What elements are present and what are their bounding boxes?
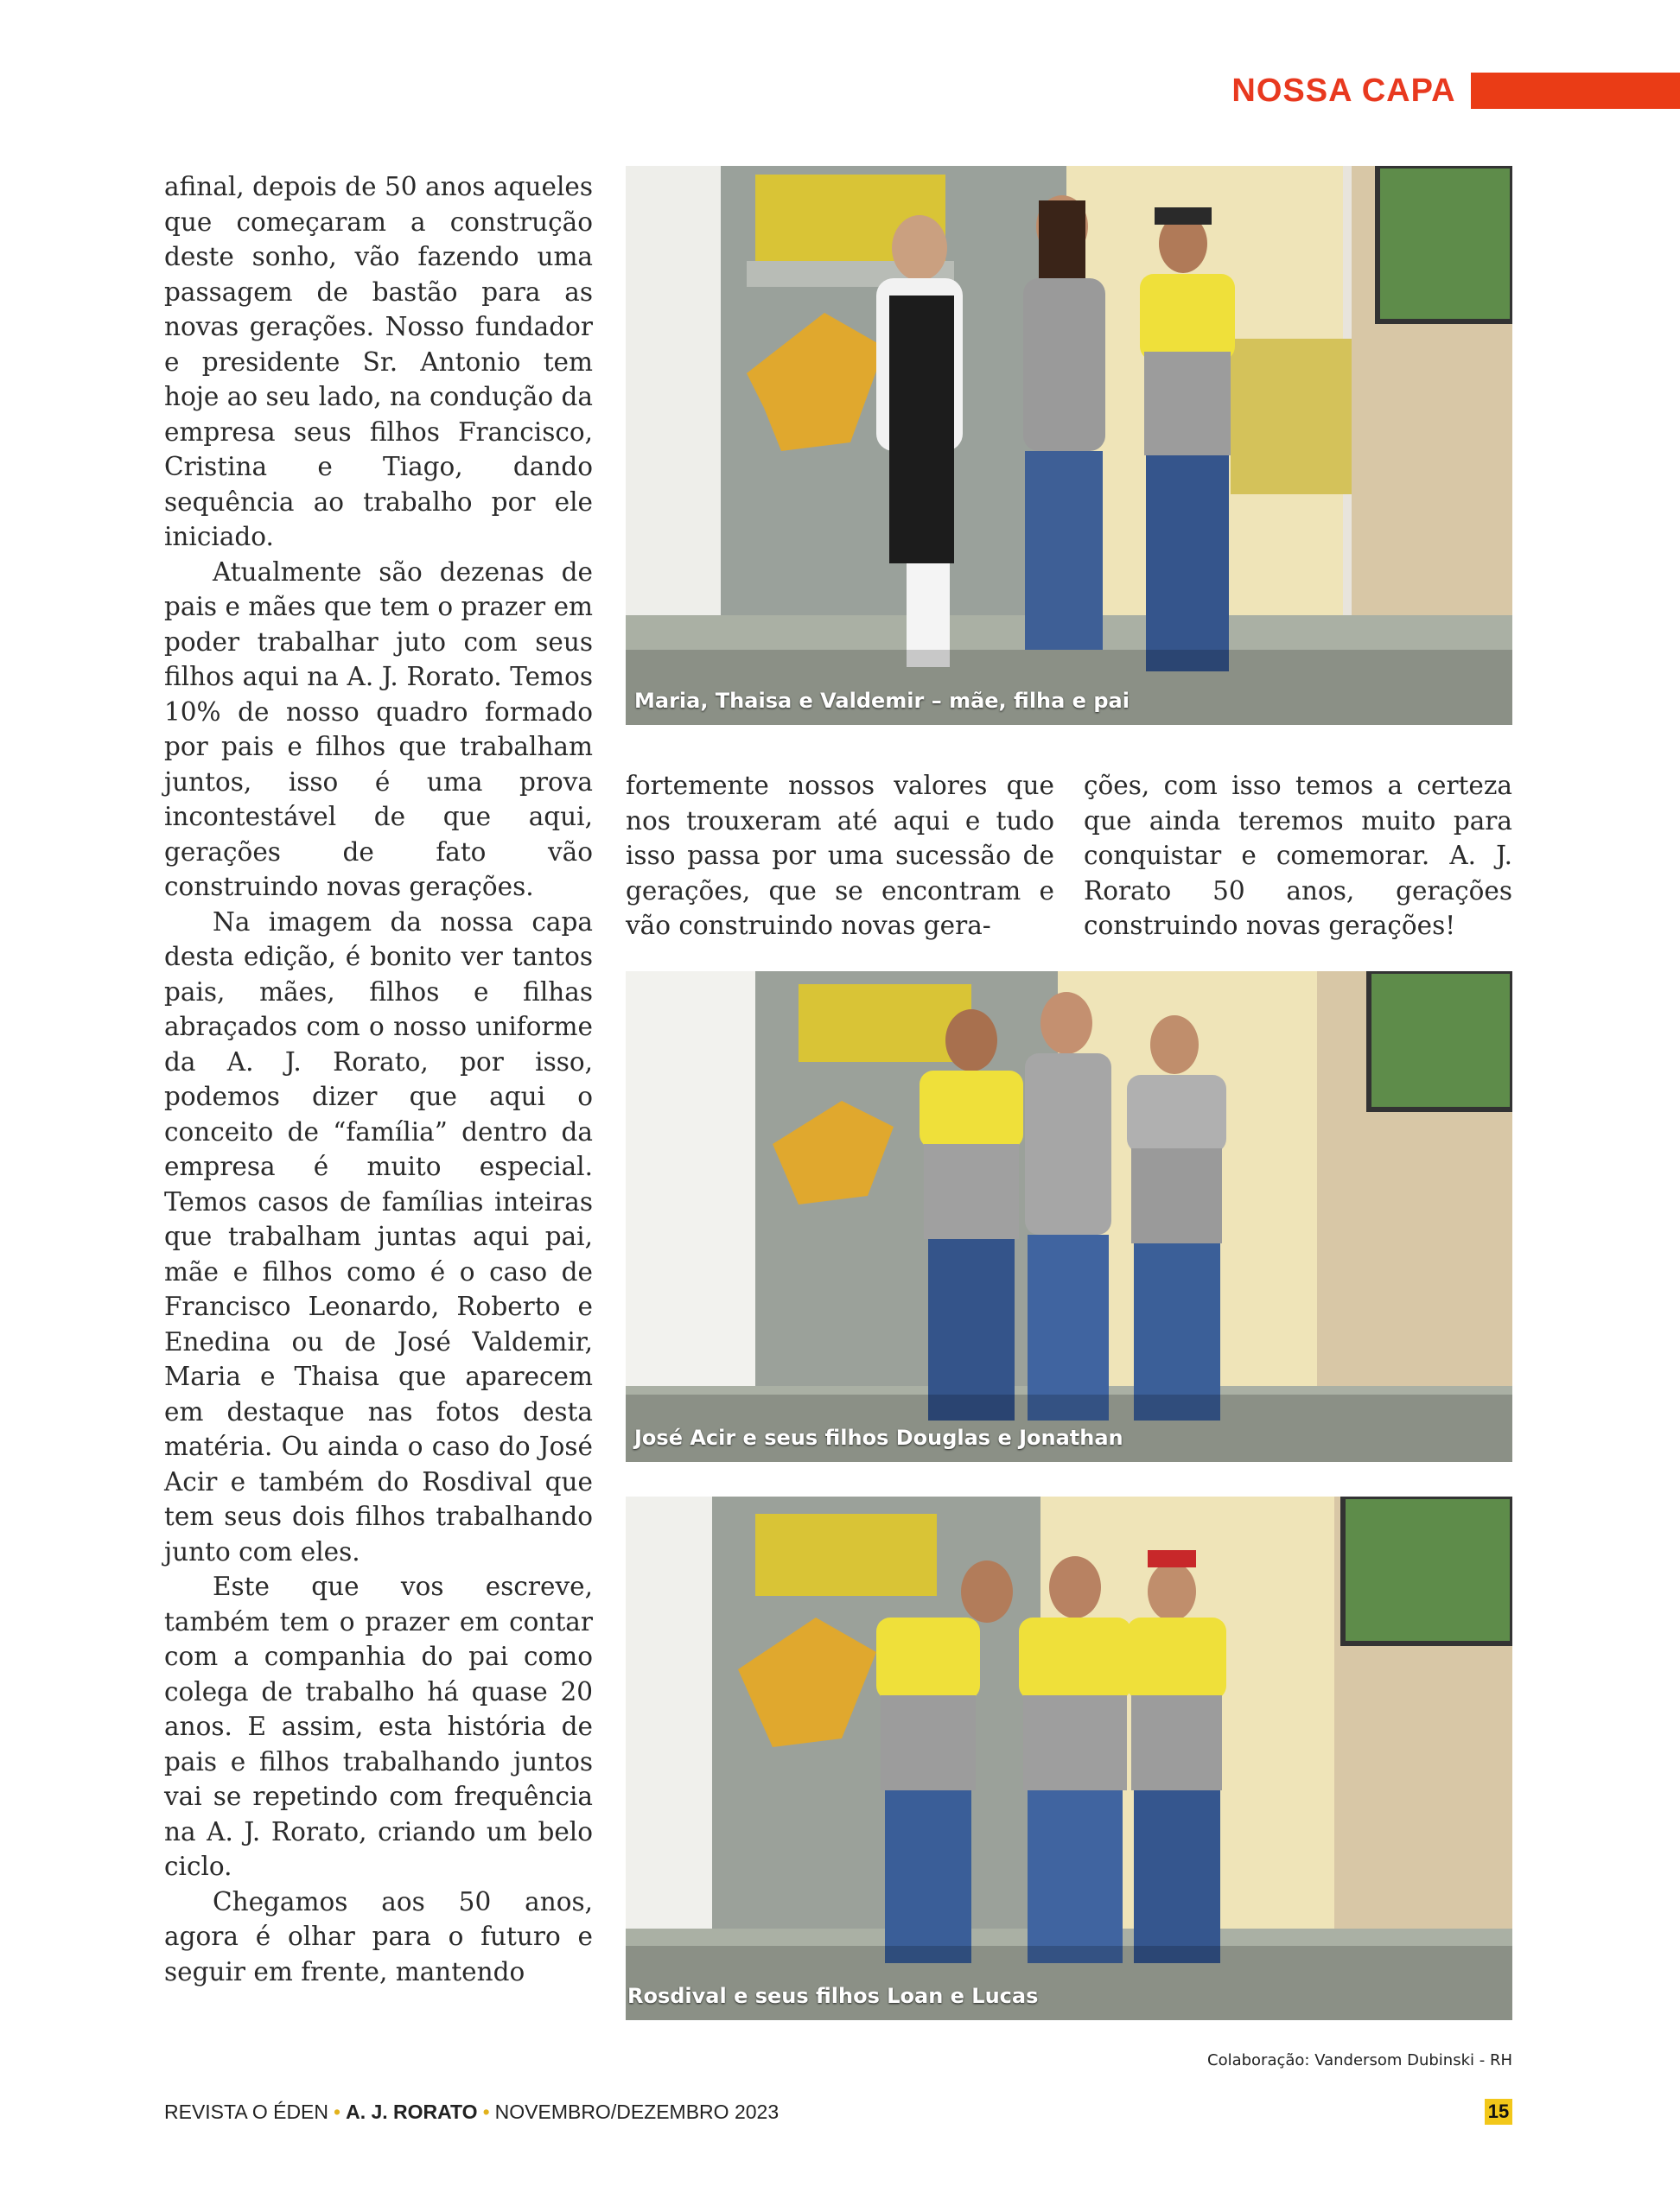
photo-caption: José Acir e seus filhos Douglas e Jonathan: [634, 1426, 1123, 1450]
paragraph-7: ções, com isso temos a certeza que ainda teremos muito para conquistar e comemorar. A. J. Rorato 50 anos, gerações construindo novas gerações!: [1084, 771, 1512, 940]
paragraph-4: Este que vos escreve, também tem o prazer em contar com a companhia do pai como colega de trabalho há quase 20 anos. E assim, esta história de pais e filhos trabalhando juntos vai se repetindo com frequência na A. J. Rorato, criando um belo ciclo.: [164, 1572, 593, 1881]
article-column-1: [164, 169, 593, 1989]
article-column-3: [1084, 768, 1512, 944]
photo-credit: Colaboração: Vandersom Dubinski - RH: [1207, 2051, 1512, 2069]
photo-caption: Rosdival e seus filhos Loan e Lucas: [627, 1984, 1039, 2008]
photo-illustration: [626, 971, 1512, 1462]
photo-caption: Maria, Thaisa e Valdemir – mãe, filha e pai: [634, 689, 1130, 713]
page-footer: [164, 2101, 779, 2124]
paragraph-3: Na imagem da nossa capa desta edição, é bonito ver tantos pais, mães, filhos e filhas abraçados com o nosso uniforme da A. J. Rorato, por isso, podemos dizer que aqui o conceito de “família” dentro da empresa é muito especial. Temos casos de famílias inteiras que trabalham juntas aqui pai, mãe e filhos como é o caso de Francisco Leonardo, Roberto e Enedina ou de José Valdemir, Maria e Thaisa que aparecem em destaque nas fotos desta matéria. Ou ainda o caso do José Acir e também do Rosdival que tem seus dois filhos trabalhando junto com eles.: [164, 906, 593, 1567]
page-number: 15: [1485, 2099, 1512, 2125]
magazine-name: REVISTA O ÉDEN: [164, 2101, 329, 2123]
paragraph-2: Atualmente são dezenas de pais e mães que tem o prazer em poder trabalhar juto com seus filhos aqui na A. J. Rorato. Temos 10% de nosso quadro formado por pais e filhos que trabalham juntos, isso é uma prova incontestável de que aqui, gerações de fato vão construindo novas gerações.: [164, 556, 593, 901]
section-title: NOSSA CAPA: [1231, 73, 1456, 109]
section-header: [1227, 69, 1680, 112]
paragraph-6: fortemente nossos valores que nos trouxeram até aqui e tudo isso passa por uma sucessão de gerações, que se encontram e vão construindo novas gera-: [626, 771, 1054, 940]
paragraph-5: Chegamos aos 50 anos, agora é olhar para o futuro e seguir em frente, mantendo: [164, 1886, 593, 1986]
photo-family-1: [626, 166, 1512, 725]
section-accent-bar: [1471, 73, 1680, 109]
paragraph-1: afinal, depois de 50 anos aqueles que começaram a construção deste sonho, vão fazendo uma passagem de bastão para as novas gerações. Nosso fundador e presidente Sr. Antonio tem hoje ao seu lado, na condução da empresa seus filhos Francisco, Cristina e Tiago, dando sequência ao trabalho por ele iniciado.: [164, 172, 593, 551]
footer-separator: •: [334, 2101, 341, 2123]
issue-date: NOVEMBRO/DEZEMBRO 2023: [494, 2101, 780, 2123]
company-name: A. J. RORATO: [346, 2101, 478, 2123]
photo-family-2: [626, 971, 1512, 1462]
photo-illustration: [626, 1497, 1512, 2020]
photo-family-3: [626, 1497, 1512, 2020]
photo-illustration: [626, 166, 1512, 725]
footer-separator: •: [482, 2101, 490, 2123]
article-column-2: [626, 768, 1054, 944]
